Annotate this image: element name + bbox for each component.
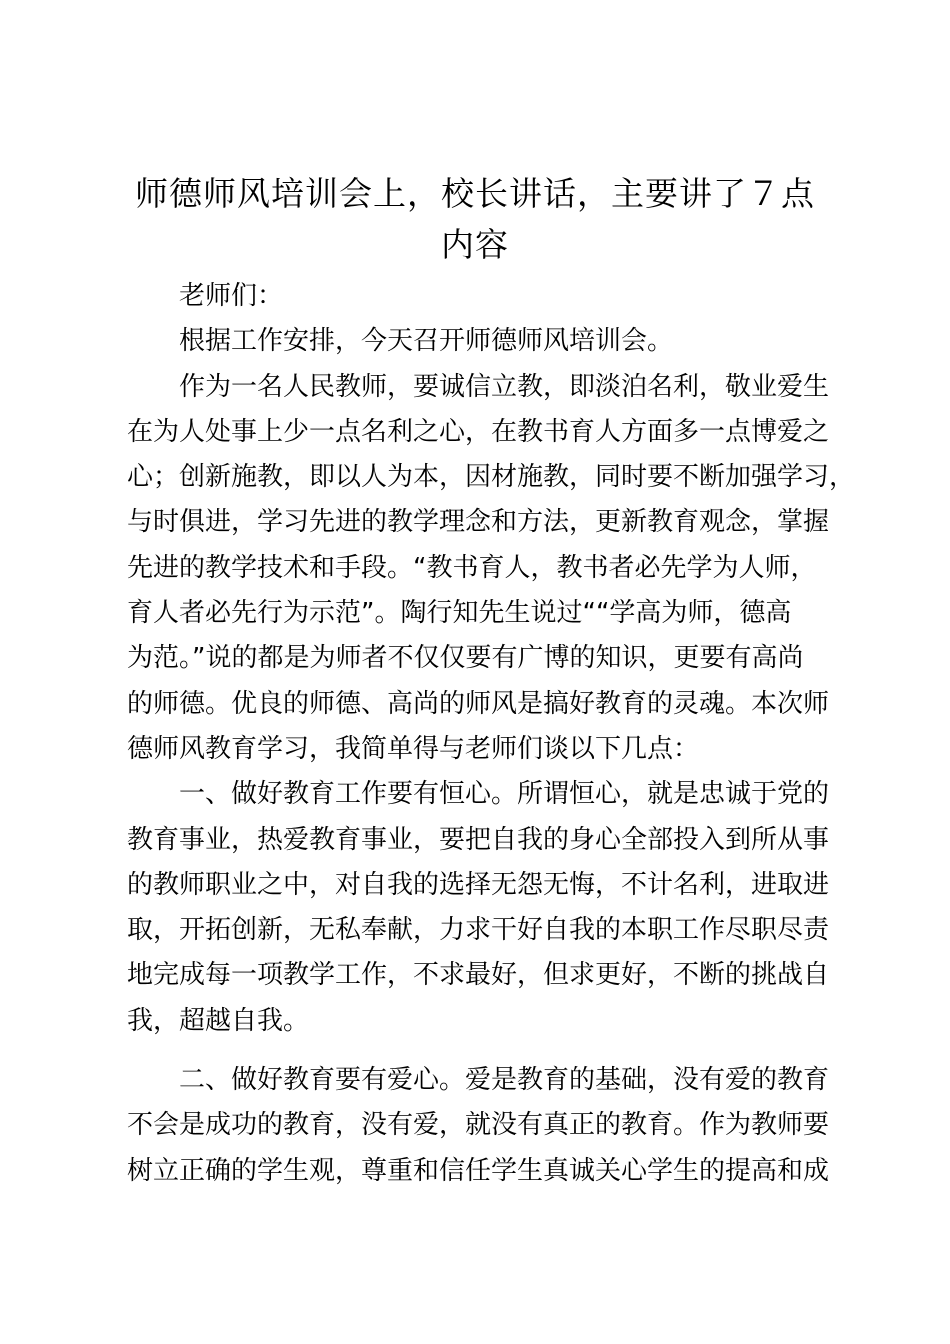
text-line: 取，开拓创新，无私奉献，力求干好自我的本职工作尽职尽责	[127, 915, 830, 946]
point-two-paragraph	[127, 1058, 847, 1194]
intro-paragraph	[127, 319, 847, 364]
text-line: 德师风教育学习，我简单得与老师们谈以下几点：	[127, 733, 700, 764]
text-line: 的教师职业之中，对自我的选择无怨无悔，不计名利，进取进	[127, 869, 830, 900]
text-line: 我，超越自我。	[127, 1005, 310, 1036]
text-line: 的师德。优良的师德、高尚的师风是搞好教育的灵魂。本次师	[127, 688, 830, 719]
title-line-2: 内容	[441, 225, 509, 264]
text-line: 老师们：	[179, 281, 284, 311]
text-line: 与时俱进，学习先进的教学理念和方法，更新教育观念，掌握	[127, 507, 830, 538]
text-line: 一、做好教育工作要有恒心。所谓恒心，就是忠诚于党的	[179, 779, 830, 810]
text-line: 先进的教学技术和手段。“教书育人，教书者必先学为人师，	[127, 552, 817, 583]
text-line: 育人者必先行为示范”。陶行知先生说过““学高为师，德高	[127, 598, 792, 629]
teacher-role-paragraph	[127, 365, 856, 773]
document-body	[127, 274, 856, 1194]
text-line: 作为一名人民教师，要诚信立教，即淡泊名利，敬业爱生	[179, 371, 830, 402]
document-title	[100, 168, 850, 270]
salutation-paragraph	[127, 274, 847, 319]
text-line: 树立正确的学生观，尊重和信任学生真诚关心学生的提高和成	[127, 1155, 830, 1186]
text-line: 根据工作安排，今天召开师德师风培训会。	[179, 326, 674, 357]
paragraph-spacer	[127, 1044, 847, 1058]
text-line: 地完成每一项教学工作，不求最好，但求更好，不断的挑战自	[127, 960, 830, 991]
text-line: 心；创新施教，即以人为本，因材施教，同时要不断加强学习，	[127, 462, 856, 493]
title-line-1: 师德师风培训会上，校长讲话，主要讲了７点	[135, 174, 815, 213]
text-line: 教育事业，热爱教育事业，要把自我的身心全部投入到所从事	[127, 824, 830, 855]
point-one-paragraph	[127, 772, 847, 1044]
text-line: 二、做好教育要有爱心。爱是教育的基础，没有爱的教育	[179, 1065, 830, 1096]
text-line: 为范。”说的都是为师者不仅仅要有广博的知识，更要有高尚	[127, 643, 804, 674]
text-line: 不会是成功的教育，没有爱，就没有真正的教育。作为教师要	[127, 1110, 830, 1141]
text-line: 在为人处事上少一点名利之心，在教书育人方面多一点博爱之	[127, 416, 830, 447]
